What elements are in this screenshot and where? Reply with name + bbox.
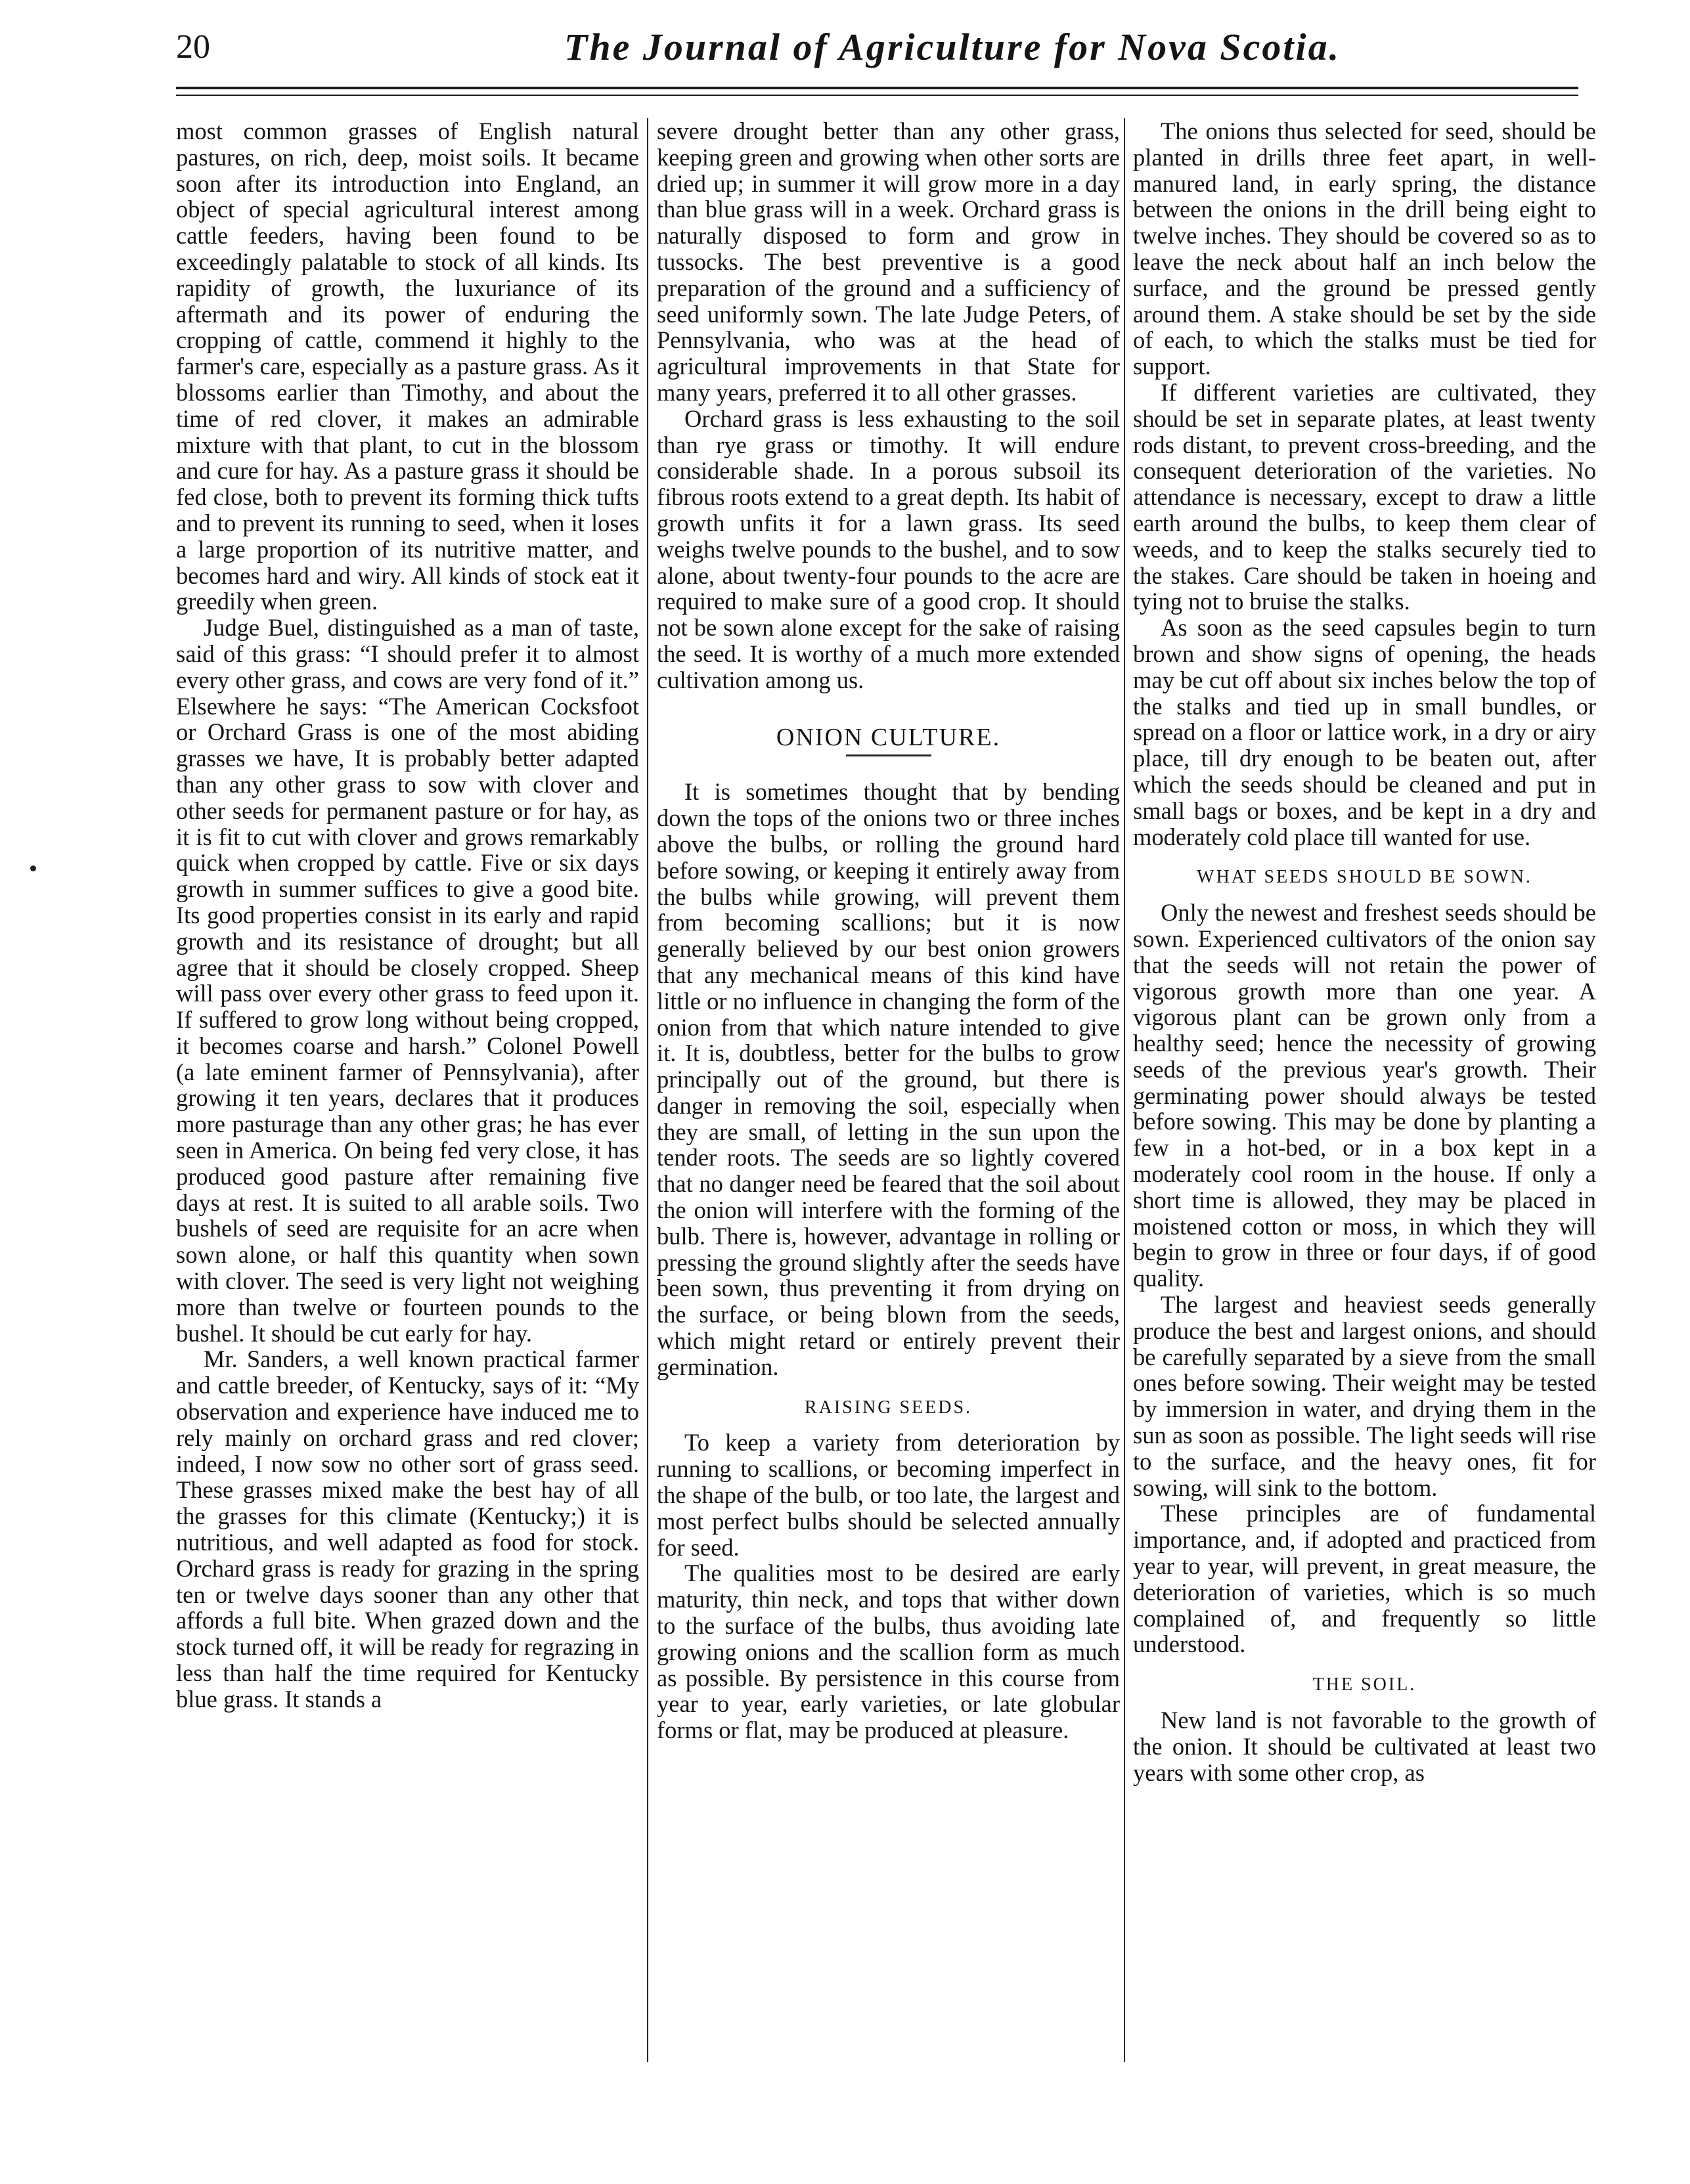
paragraph: Mr. Sanders, a well known practical farmer and cattle breeder, of Kentucky, says of it: “My observation and experience have induced me to rely mainly on orchard grass and red clover; indeed, I now sow no other sort of grass seed. These grasses mixed make the best hay of all the grasses for this climate (Kentucky;) it is nutritious, and well adapted as food for stock. Orchard grass is ready for grazing in the spring ten or twelve days sooner than any other that affords a full bite. When grazed down and the stock turned off, it will be ready for regrazing in less than half the time required for Kentucky blue grass. It stands a — [176, 1345, 639, 1713]
paragraph: Judge Buel, distinguished as a man of taste, said of this grass: “I should prefer it to almost every other grass, and cows are very fond of it.” Elsewhere he says: “The American Cocksfoot or Orchard Grass is one of the most abiding grasses we have, It is probably better adapted than any other grass to sow with clover and other seeds for permanent pasture or for hay, as it is fit to cut with clover and grows remarkably quick when cropped by cattle. Five or six days growth in summer suffices to give a good bite. Its good properties consist in its early and rapid growth and its resistance of drought; but all agree that it should be closely cropped. Sheep will pass over every other grass to feed upon it. If suffered to grow long without being cropped, it becomes coarse and harsh.” Colonel Powell (a late eminent farmer of Pennsylvania), after growing it ten years, declares that it produces more pasturage than any other gras; he has ever seen in America. On being fed very close, it has produced good pasture after remaining five days at rest. It is suited to all arable soils. Two bushels of seed are requisite for an acre when sown alone, or half this quantity when sown with clover. The seed is very light not weighing more than twelve or fourteen pounds to the bushel. It should be cut early for hay. — [176, 614, 639, 1347]
running-title: The Journal of Agriculture for Nova Scotia. — [564, 26, 1341, 68]
column-3 — [1133, 118, 1596, 2062]
section-heading-onion-culture: ONION CULTURE. — [776, 723, 1001, 751]
paragraph: New land is not favorable to the growth of the onion. It should be cultivated at least two years with some other crop, as — [1133, 1707, 1596, 1786]
paragraph: It is sometimes thought that by bending down the tops of the onions two or three inches above the bulbs, or rolling the ground hard before sowing, or keeping it entirely away from the bulbs while growing, will prevent them from becoming scallions; but it is now generally believed by our best onion growers that any mechanical means of this kind have little or no influence in changing the form of the onion from that which nature intended to give it. It is, doubtless, better for the bulbs to grow principally out of the ground, but there is danger in removing the soil, especially when they are small, of letting in the sun upon the tender roots. The seeds are so lightly covered that no danger need be feared that the soil about the onion will interfere with the forming of the bulb. There is, however, advantage in rolling or pressing the ground slightly after the seeds have been sown, thus preventing it from drying on the surface, or being blown from the seeds, which might retard or entirely prevent their germination. — [657, 778, 1120, 1380]
paragraph: The largest and heaviest seeds generally produce the best and largest onions, and should be carefully separated by a sieve from the small ones before sowing. Their weight may be tested by immersion in water, and drying them in the sun as soon as possible. The light seeds will rise to the surface, and the heavy ones, fit for sowing, will sink to the bottom. — [1133, 1291, 1596, 1501]
column-2 — [657, 118, 1120, 2062]
paragraph: These principles are of fundamental importance, and, if adopted and practiced from year to year, will prevent, in great measure, the deterioration of varieties, which is so much complained of, and frequently so little understood. — [1133, 1500, 1596, 1658]
paragraph: most common grasses of English natural pastures, on rich, deep, moist soils. It became soon after its introduction into England, an object of special agricultural interest among cattle feeders, having been found to be exceedingly palatable to stock of all kinds. Its rapidity of growth, the luxuriance of its aftermath and its power of enduring the cropping of cattle, commend it highly to the farmer's care, especially as a pasture grass. As it blossoms earlier than Timothy, and about the time of red clover, it makes an admirable mixture with that plant, to cut in the blossom and cure for hay. As a pasture grass it should be fed close, both to prevent its forming thick tufts and to prevent its running to seed, when it loses a large proportion of its nutritive matter, and becomes hard and wiry. All kinds of stock eat it greedily when green. — [176, 118, 639, 615]
column-divider — [1124, 118, 1125, 2062]
paragraph: The qualities most to be desired are early maturity, thin neck, and tops that wither down to the surface of the bulbs, thus avoiding late growing onions and the scallion form as much as possible. By persistence in this course from year to year, early varieties, or late globular forms or flat, may be produced at pleasure. — [657, 1560, 1120, 1744]
heading-rule — [846, 754, 931, 756]
margin-mark — [30, 865, 36, 871]
subheading-the-soil: THE SOIL. — [1312, 1674, 1417, 1695]
column-1 — [176, 118, 639, 2062]
paragraph: The onions thus selected for seed, should be planted in drills three feet apart, in well-manured land, in early spring, the distance between the onions in the drill being eight to twelve inches. They should be covered so as to leave the neck about half an inch below the surface, and the ground be pressed gently around them. A stake should be set by the side of each, to which the stalks must be tied for support. — [1133, 118, 1596, 380]
paragraph: As soon as the seed capsules begin to turn brown and show signs of opening, the heads may be cut off about six inches below the top of the stalks and tied up in small bundles, or spread on a floor or lattice work, in a dry or airy place, till dry enough to be beaten out, after which the seeds should be cleaned and put in small bags or boxes, and be kept in a dry and moderately cold place till wanted for use. — [1133, 614, 1596, 850]
paragraph: To keep a variety from deterioration by running to scallions, or becoming imperfect in the shape of the bulb, or too late, the largest and most perfect bulbs should be selected annually for seed. — [657, 1429, 1120, 1561]
header-rule-thin — [176, 95, 1578, 96]
header-rule — [176, 87, 1578, 89]
subheading-what-seeds: WHAT SEEDS SHOULD BE SOWN. — [1197, 867, 1532, 888]
paragraph: Orchard grass is less exhausting to the soil than rye grass or timothy. It will endure considerable shade. In a porous subsoil its fibrous roots extend to a great depth. Its habit of growth unfits it for a lawn grass. Its seed weighs twelve pounds to the bushel, and to sow alone, about twenty-four pounds to the acre are required to make sure of a good crop. It should not be sown alone except for the sake of raising the seed. It is worthy of a much more extended cultivation among us. — [657, 404, 1120, 693]
page-number: 20 — [176, 28, 210, 66]
paragraph: severe drought better than any other grass, keeping green and growing when other sorts are dried up; in summer it will grow more in a day than blue grass will in a week. Orchard grass is naturally disposed to form and grow in tussocks. The best preventive is a good preparation of the ground and a sufficiency of seed uniformly sown. The late Judge Peters, of Pennsylvania, who was at the head of agricultural improvements in that State for many years, preferred it to all other grasses. — [657, 118, 1120, 406]
paragraph: If different varieties are cultivated, they should be set in separate plates, at least twenty rods distant, to prevent cross-breeding, and the consequent deterioration of the varieties. No attendance is necessary, except to draw a little earth around the bulbs, to keep them clear of weeds, and to keep the stalks securely tied to the stakes. Care should be taken in hoeing and tying not to bruise the stalks. — [1133, 378, 1596, 615]
subheading-raising-seeds: RAISING SEEDS. — [804, 1397, 973, 1418]
paragraph: Only the newest and freshest seeds should be sown. Experienced cultivators of the onion say that the seeds will not retain the power of vigorous growth more than one year. A vigorous plant can be grown only from a healthy seed; hence the necessity of growing seeds of the previous year's growth. Their germinating power should always be tested before sowing. This may be done by planting a few in a hot-bed, or in a box kept in a moderately cool room in the house. If only a short time is allowed, they may be placed in moistened cotton or moss, in which they will begin to grow in three or four days, if of good quality. — [1133, 899, 1596, 1292]
column-divider — [647, 118, 648, 2062]
